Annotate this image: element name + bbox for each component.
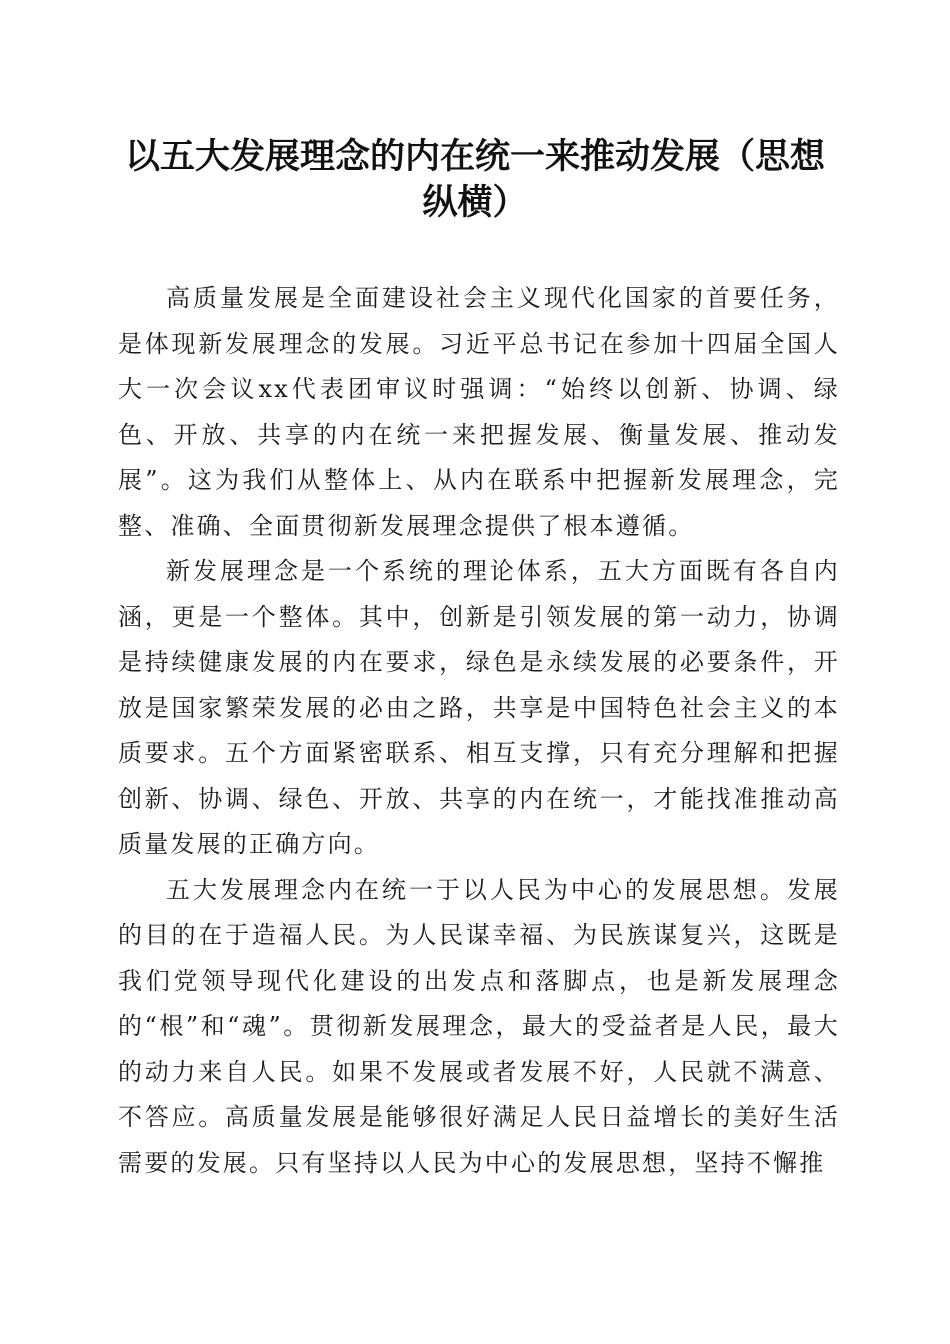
document-title: 以五大发展理念的内在统一来推动发展（思想纵横） <box>124 136 825 223</box>
document-body <box>118 276 840 1186</box>
paragraph-2: 新发展理念是一个系统的理论体系，五大方面既有各自内涵，更是一个整体。其中，创新是引领发展的第一动力，协调是持续健康发展的内在要求，绿色是永续发展的必要条件，开放是国家繁荣发展的必由之路，共享是中国特色社会主义的本质要求。五个方面紧密联系、相互支撑，只有充分理解和把握创新、协调、绿色、开放、共享的内在统一，才能找准推动高质量发展的正确方向。 <box>118 557 840 858</box>
paragraph-1: 高质量发展是全面建设社会主义现代化国家的首要任务，是体现新发展理念的发展。习近平总书记在参加十四届全国人大一次会议xx代表团审议时强调：“始终以创新、协调、绿色、开放、共享的内在统一来把握发展、衡量发展、推动发展”。这为我们从整体上、从内在联系中把握新发展理念，完整、准确、全面贯彻新发展理念提供了根本遵循。 <box>118 284 840 540</box>
paragraph-3: 五大发展理念内在统一于以人民为中心的发展思想。发展的目的在于造福人民。为人民谋幸福、为民族谋复兴，这既是我们党领导现代化建设的出发点和落脚点，也是新发展理念的“根”和“魂”。贯彻新发展理念，最大的受益者是人民，最大的动力来自人民。如果不发展或者发展不好，人民就不满意、不答应。高质量发展是能够很好满足人民日益增长的美好生活需要的发展。只有坚持以人民为中心的发展思想，坚持不懈推 <box>118 875 840 1177</box>
